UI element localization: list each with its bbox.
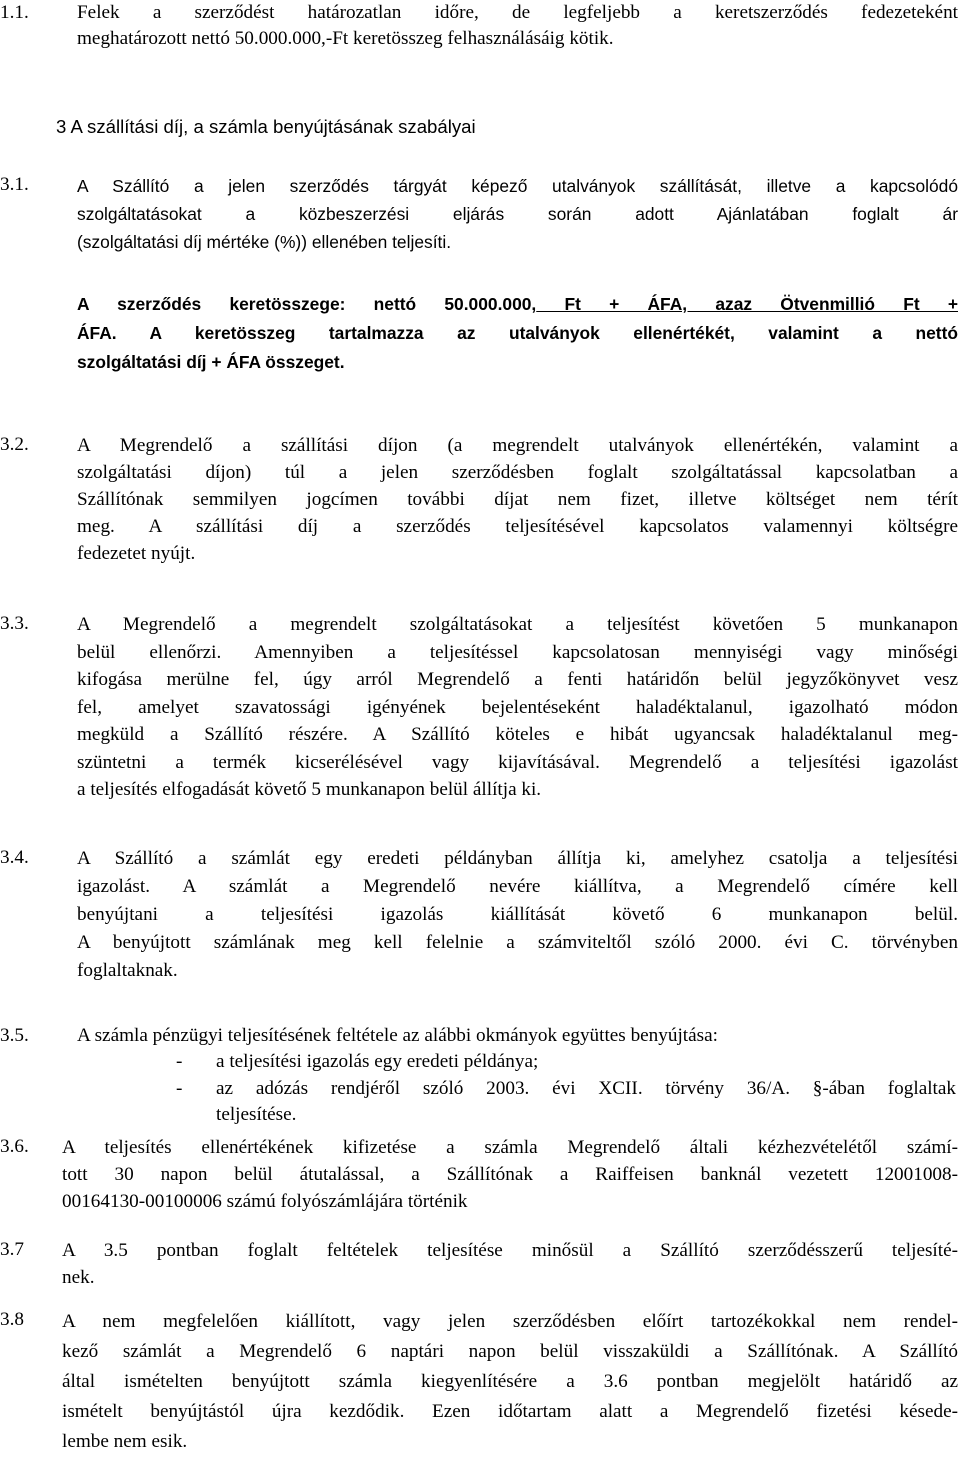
clause-number: 3.6. <box>0 1136 29 1157</box>
text-line: teljesítése. <box>216 1104 297 1125</box>
text-line: A teljesítés ellenértékének kifizetése a számla Megrendelő általi kézhezvételétől számí- <box>62 1137 958 1158</box>
list-dash: - <box>176 1051 183 1072</box>
text-line: A 3.5 pontban foglalt feltételek teljesítése minősül a Szállító szerződésszerű teljesíté- <box>62 1240 958 1261</box>
list-item-text <box>216 1076 956 1128</box>
text-line: az adózás rendjéről szóló 2003. évi XCII. törvény 36/A. §-ában foglaltak <box>216 1078 956 1099</box>
text-line: meghatározott nettó 50.000.000,-Ft keretösszeg felhasználásáig kötik. <box>77 28 614 49</box>
text-line: (szolgáltatási díj mértéke (%)) ellenében teljesíti. <box>77 232 452 252</box>
text-line: megküld a Szállító részére. A Szállító köteles e hibát ugyancsak haladéktalanul meg- <box>77 724 958 745</box>
text-line: Felek a szerződést határozatlan időre, de legfeljebb a keretszerződés fedezeteként <box>77 2 958 23</box>
text-line: tott 30 napon belül átutalással, a Szállítónak a Raiffeisen banknál vezetett 12001008- <box>62 1164 958 1185</box>
clause-number: 3.1. <box>0 174 29 195</box>
text-line: Szállítónak semmilyen jogcímen további díjat nem fizet, illetve költséget nem térít <box>77 489 958 510</box>
clause-number: 3.3. <box>0 613 29 634</box>
text-line: A számla pénzügyi teljesítésének feltétele az alábbi okmányok együttes benyújtása: <box>77 1025 718 1046</box>
clause-text <box>77 290 958 377</box>
section-heading: 3 A szállítási díj, a számla benyújtásának szabályai <box>56 116 476 137</box>
text-line: ÁFA. A keretösszeg tartalmazza az utalványok ellenértékét, valamint a nettó <box>77 323 958 343</box>
text-line: foglaltaknak. <box>77 960 178 981</box>
text-line: kifogása merülne fel, úgy arról Megrendelő a fenti határidőn belül jegyzőkönyvet vesz <box>77 669 958 690</box>
text-line: kező számlát a Megrendelő 6 naptári napon belül visszaküldi a Szállítónak. A Szállító <box>62 1341 958 1362</box>
text-line: szolgáltatási díjon) túl a jelen szerződésben foglalt szolgáltatással kapcsolatban a <box>77 462 958 483</box>
text-line: benyújtani a teljesítési igazolás kiállítását követő 6 munkanapon belül. <box>77 904 958 925</box>
clause-text <box>62 1307 958 1457</box>
text-line: fel, amelyet szavatossági igényének bejelentéseként haladéktalanul, igazolható módon <box>77 696 958 718</box>
clause-text <box>77 611 958 804</box>
clause-text <box>62 1237 958 1291</box>
clause-number: 3.8 <box>0 1309 24 1330</box>
clause-number: 3.5. <box>0 1025 29 1046</box>
text-line: A Megrendelő a megrendelt szolgáltatásokat a teljesítést követően 5 munkanapon <box>77 614 958 635</box>
clause-text <box>77 172 958 256</box>
text-line: szolgáltatási díj + ÁFA összeget. <box>77 352 345 372</box>
clause-number: 3.2. <box>0 434 29 455</box>
text-line: 00164130-00100006 számú folyószámlájára történik <box>62 1191 468 1212</box>
clause-text <box>77 432 958 567</box>
text-line: A Szállító a számlát egy eredeti példányban állítja ki, amelyhez csatolja a teljesítési <box>77 848 958 869</box>
text-line: lembe nem esik. <box>62 1431 188 1452</box>
text-line: ismételt benyújtástól újra kezdődik. Ezen időtartam alatt a Megrendelő fizetési késede- <box>62 1401 958 1422</box>
value-part: A szerződés keretösszege: nettó 50.000.000, <box>77 294 537 314</box>
text-line: nek. <box>62 1267 95 1288</box>
clause-text <box>62 1134 958 1215</box>
clause-text <box>77 1023 958 1049</box>
text-line: által ismételten benyújtott számla kiegyenlítésére a 3.6 pontban megjelölt határidő az <box>62 1371 958 1392</box>
text-line: belül ellenőrzi. Amennyiben a teljesítéssel kapcsolatosan mennyiségi vagy minőségi <box>77 641 958 663</box>
text-line: szolgáltatásokat a közbeszerzési eljárás során adott Ajánlatában foglalt ár <box>77 204 958 224</box>
text-line: A benyújtott számlának meg kell felelnie a számviteltől szóló 2000. évi C. törvényben <box>77 932 958 953</box>
list-item-text: a teljesítési igazolás egy eredeti példánya; <box>216 1051 539 1072</box>
clause-number: 3.4. <box>0 847 29 868</box>
value-part-underlined: Ft + ÁFA, azaz Ötvenmillió Ft + <box>536 294 958 314</box>
text-line: A nem megfelelően kiállított, vagy jelen szerződésben előírt tartozékokkal nem rendel- <box>62 1311 958 1332</box>
text-line: a teljesítés elfogadását követő 5 munkanapon belül állítja ki. <box>77 779 542 800</box>
text-line: A Megrendelő a szállítási díjon (a megrendelt utalványok ellenértékén, valamint a <box>77 435 958 456</box>
text-line: fedezetet nyújt. <box>77 543 196 564</box>
text-line: igazolást. A számlát a Megrendelő nevére kiállítva, a Megrendelő címére kell <box>77 876 958 897</box>
clause-number: 1.1. <box>0 2 29 23</box>
text-line: A Szállító a jelen szerződés tárgyát képező utalványok szállítását, illetve a kapcsolódó <box>77 176 958 196</box>
list-dash: - <box>176 1078 183 1099</box>
clause-number: 3.7 <box>0 1239 24 1260</box>
clause-text <box>77 0 958 52</box>
text-line <box>77 290 958 319</box>
text-line: meg. A szállítási díj a szerződés teljesítésével kapcsolatos valamennyi költségre <box>77 516 958 537</box>
clause-text <box>77 845 958 985</box>
text-line: szüntetni a termék kicserélésével vagy kijavításával. Megrendelő a teljesítési igazolást <box>77 751 958 773</box>
